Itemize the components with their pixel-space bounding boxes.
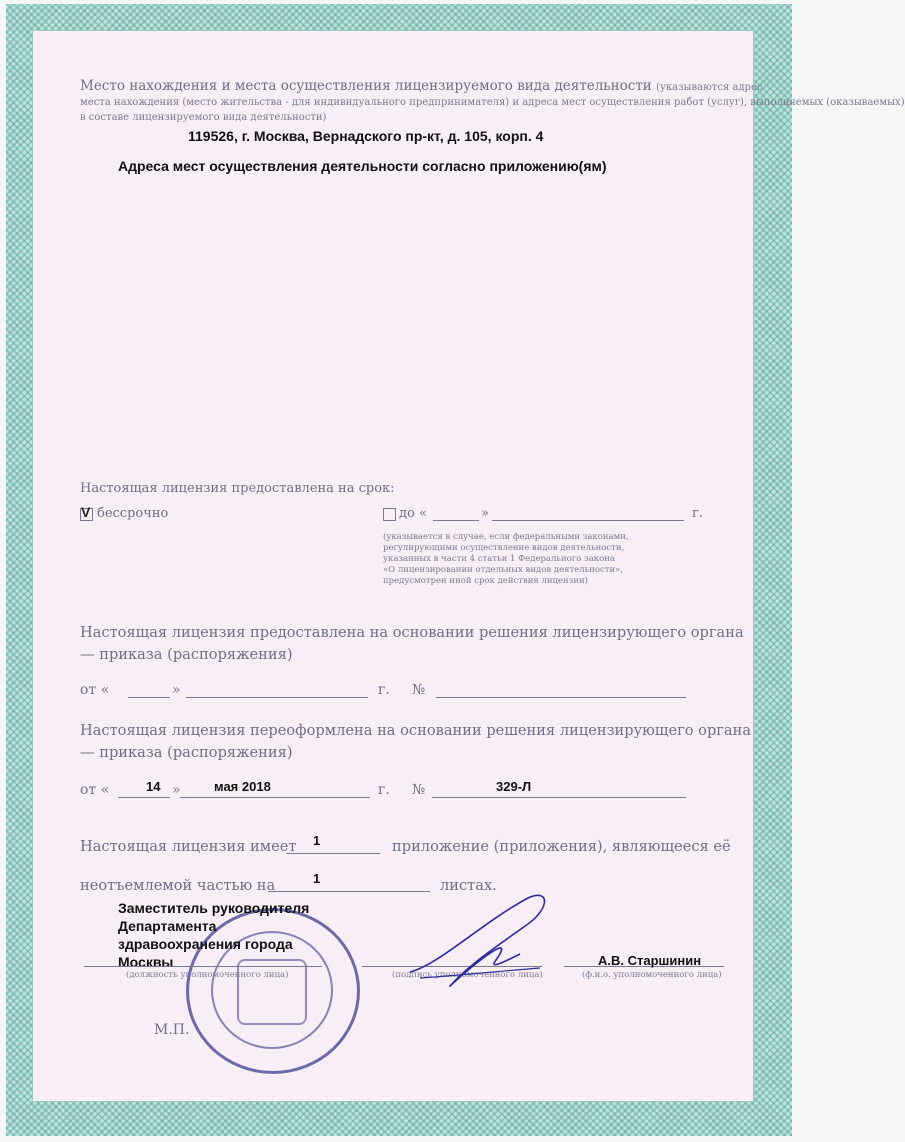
- header-title: [80, 78, 762, 94]
- reissued-year: г.: [378, 782, 390, 798]
- reissued-line-2: — приказа (распоряжения): [80, 744, 293, 761]
- term-note-2: регулирующими осуществление видов деятельности,: [383, 543, 625, 553]
- name-caption: (ф.и.о. уполномоченного лица): [582, 970, 722, 980]
- granted-number-line: [436, 697, 686, 698]
- appendix-line-1-end: приложение (приложения), являющееся её: [392, 838, 731, 855]
- granted-year: г.: [378, 682, 390, 698]
- handwritten-signature: [400, 884, 560, 994]
- sign-caption: (подпись уполномоченного лица): [392, 970, 543, 980]
- position-3: здравоохранения города: [118, 936, 293, 952]
- appendix-count: 1: [313, 833, 321, 848]
- position-2: Департамента: [118, 918, 217, 934]
- check-mark: V: [81, 504, 91, 520]
- granted-line-1: Настоящая лицензия предоставлена на основании решения лицензирующего органа: [80, 624, 744, 641]
- position-1: Заместитель руководителя: [118, 900, 310, 916]
- granted-date-line: [186, 697, 368, 698]
- reissued-from: от «: [80, 782, 110, 798]
- position-4: Москвы: [118, 954, 174, 970]
- header-note-1: (указываются адрес: [656, 82, 763, 93]
- reissued-day: 14: [146, 779, 161, 794]
- appendix-line-2-start: неотъемлемой частью на: [80, 877, 276, 894]
- reissued-number: 329-Л: [496, 779, 532, 794]
- option-until-prefix: до «: [399, 506, 427, 521]
- address: 119526, г. Москва, Вернадского пр-кт, д. 105, корп. 4: [188, 128, 544, 144]
- granted-day-line: [128, 697, 170, 698]
- appendix-sheets: 1: [313, 871, 321, 886]
- signatory-name: А.В. Старшинин: [598, 953, 702, 968]
- granted-quote-close: »: [172, 682, 181, 698]
- appendix-line-2-end: листах.: [440, 877, 497, 894]
- header-note-2: места нахождения (место жительства - для индивидуального предпринимателя) и адреса мест осуществления работ (услуг), выполняемых (оказываемых): [80, 97, 905, 108]
- mp-label: М.П.: [154, 1022, 190, 1038]
- appendix-line-1-start: Настоящая лицензия имеет: [80, 838, 297, 855]
- term-note-5: предусмотрен иной срок действия лицензии): [383, 576, 588, 586]
- term-note-4: «О лицензировании отдельных видов деятельности»,: [383, 565, 624, 575]
- seal-emblem: [237, 959, 307, 1025]
- reissued-month-year: мая 2018: [214, 779, 271, 794]
- position-line: [84, 966, 322, 967]
- position-caption: (должность уполномоченного лица): [126, 970, 289, 980]
- places-note: Адреса мест осуществления деятельности согласно приложению(ям): [118, 158, 607, 174]
- until-date-line: [492, 520, 684, 521]
- option-until-mid: »: [481, 506, 489, 521]
- reissued-number-sign: №: [412, 782, 426, 798]
- reissued-quote-close: »: [172, 782, 181, 798]
- option-unlimited: бессрочно: [97, 506, 169, 521]
- granted-number-sign: №: [412, 682, 426, 698]
- term-note-1: (указывается в случае, если федеральными законами,: [383, 532, 629, 542]
- reissued-line-1: Настоящая лицензия переоформлена на основании решения лицензирующего органа: [80, 722, 752, 739]
- reissued-number-line: [432, 797, 686, 798]
- reissued-date-line: [180, 797, 370, 798]
- reissued-day-line: [118, 797, 170, 798]
- appendix-count-line: [286, 853, 380, 854]
- header-title-text: Место нахождения и места осуществления лицензируемого вида деятельности: [80, 78, 652, 94]
- until-day-line: [433, 520, 479, 521]
- header-note-3: в составе лицензируемого вида деятельности): [80, 112, 327, 123]
- term-note-3: указанных в части 4 статьи 1 Федерального закона: [383, 554, 615, 564]
- granted-from: от «: [80, 682, 110, 698]
- granted-line-2: — приказа (распоряжения): [80, 646, 293, 663]
- until-year-suffix: г.: [692, 506, 703, 521]
- until-checkbox[interactable]: [383, 508, 396, 521]
- term-label: Настоящая лицензия предоставлена на срок:: [80, 481, 395, 496]
